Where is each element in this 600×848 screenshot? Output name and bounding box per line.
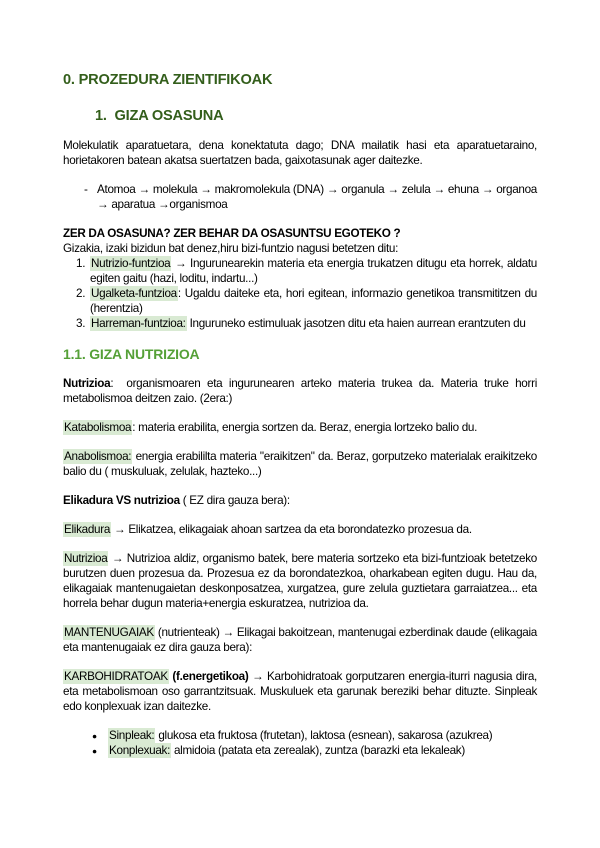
highlighted-term: Elikadura bbox=[64, 523, 111, 536]
highlighted-term: Ugalketa-funtzioa bbox=[91, 287, 177, 300]
text-run: → Nutrizioa aldiz, organismo batek, bere materia sortzeko eta bizi-funtzioak betetzeko burutzen duen prozesua da. Prozesua ez da borondatezkoa, oharkabean egiten dugu. Hau da, elikagaiak mantenugaietan deskonposatzea, xurgatzea, gure zelula guztietara garraiatzea... eta horrela behar dugun materia+energia eskuratzea, nutrizioa da. bbox=[63, 552, 537, 610]
paragraph bbox=[63, 551, 537, 611]
list-marker: 2. bbox=[76, 287, 86, 300]
highlighted-term: MANTENUGAIAK bbox=[64, 626, 154, 639]
paragraph bbox=[63, 449, 537, 479]
bold-term: Nutrizioa bbox=[63, 377, 111, 390]
bullet-list-item bbox=[63, 728, 537, 743]
text-run: (nutrienteak) → Elikagai bakoitzean, mantenugai ezberdinak daude (elikagaia eta mantenugaiak ez dira gauza bera): bbox=[63, 626, 537, 654]
text-run: Gizakia, izaki bizidun bat denez,hiru bizi-funtzio nagusi betetzen ditu: bbox=[63, 242, 399, 255]
numbered-list-item bbox=[63, 316, 537, 331]
text-run: glukosa eta fruktosa (frutetan), laktosa (esnean), sakarosa (azukrea) bbox=[155, 729, 493, 742]
title-heading: 0. PROZEDURA ZIENTIFIKOAK bbox=[63, 72, 273, 88]
list-marker: ● bbox=[92, 746, 97, 756]
numbered-list-item bbox=[63, 256, 537, 286]
text-run: Atomoa → molekula → makromolekula (DNA) → organula → zelula → ehuna → organoa → aparatua →organismoa bbox=[97, 183, 537, 211]
paragraph bbox=[63, 522, 537, 537]
paragraph bbox=[63, 138, 537, 168]
bold-term: Elikadura VS nutrizioa bbox=[63, 494, 180, 507]
paragraph bbox=[63, 493, 537, 508]
text-run: energia erabililta materia "eraikitzen" da. Beraz, gorputzeko materialak eraikitzeko balio du ( muskuluak, zelulak, hazteko...) bbox=[63, 450, 537, 478]
text-run: : organismoaren eta ingurunearen arteko materia trukea da. Materia truke horri metabolismoa deitzen zaio. (2era:) bbox=[63, 377, 537, 405]
paragraph bbox=[63, 420, 537, 435]
section-heading: 1.1. GIZA NUTRIZIOA bbox=[63, 346, 200, 362]
text-run: → Ingurunearekin materia eta energia trukatzen ditugu eta horrek, aldatu egiten gaitu (hazi, loditu, indartu...) bbox=[90, 257, 537, 285]
paragraph bbox=[63, 376, 537, 406]
text-run: : Ugaldu daiteke eta, hori egitean, informazio genetikoa transmititzen du (herentzia) bbox=[90, 287, 537, 315]
text-run: Inguruneko estimuluak jasotzen ditu eta haien aurrean erantzuten du bbox=[186, 317, 526, 330]
text-run: Molekulatik aparatuetara, dena konektatuta dago; DNA mailatik hasi eta aparatuetaraino, horietakoren batean akatsa suertatzen bada, gaixotasunak ager daitezke. bbox=[63, 139, 537, 167]
list-marker: - bbox=[84, 183, 88, 196]
highlighted-term: Konplexuak: bbox=[109, 744, 171, 757]
text-run: → Elikatzea, elikagaiak ahoan sartzea da eta borondatezko prozesua da. bbox=[111, 523, 472, 536]
list-marker: 1. bbox=[76, 257, 86, 270]
list-marker: ● bbox=[92, 731, 97, 741]
highlighted-term: Sinpleak: bbox=[109, 729, 155, 742]
bold-term: (f.energetikoa) bbox=[172, 670, 249, 683]
document-content bbox=[63, 73, 537, 758]
highlighted-term: Katabolismoa bbox=[64, 421, 132, 434]
paragraph bbox=[63, 241, 537, 256]
list-marker: 3. bbox=[76, 317, 86, 330]
text-run: almidoia (patata eta zerealak), zuntza (barazki eta lekaleak) bbox=[171, 744, 465, 757]
paragraph bbox=[63, 669, 537, 714]
bold-term: ZER DA OSASUNA? ZER BEHAR DA OSASUNTSU EGOTEKO ? bbox=[63, 227, 401, 240]
highlighted-term: Anabolismoa: bbox=[64, 450, 132, 463]
text-run: : materia erabilita, energia sortzen da. Beraz, energia lortzeko balio du. bbox=[132, 421, 478, 434]
text-run: → Karbohidratoak gorputzaren energia-iturri nagusia dira, eta metabolismoan oso garrantzitsuak. Muskuluek eta garunak bereziki behar dituzte. Sinpleak edo konplexuak izan daitezke. bbox=[63, 670, 537, 713]
highlighted-term: Harreman-funtzioa: bbox=[91, 317, 186, 330]
subtitle-heading: 1. GIZA OSASUNA bbox=[95, 108, 224, 124]
paragraph bbox=[63, 226, 537, 241]
highlighted-term: Nutrizioa bbox=[64, 552, 108, 565]
text-run: ( EZ dira gauza bera): bbox=[179, 494, 290, 507]
numbered-list-item bbox=[63, 286, 537, 316]
highlighted-term: Nutrizio-funtzioa bbox=[91, 257, 171, 270]
bullet-list-item bbox=[63, 743, 537, 758]
dash-list-item bbox=[63, 182, 537, 212]
highlighted-term: KARBOHIDRATOAK bbox=[64, 670, 168, 683]
paragraph bbox=[63, 625, 537, 655]
